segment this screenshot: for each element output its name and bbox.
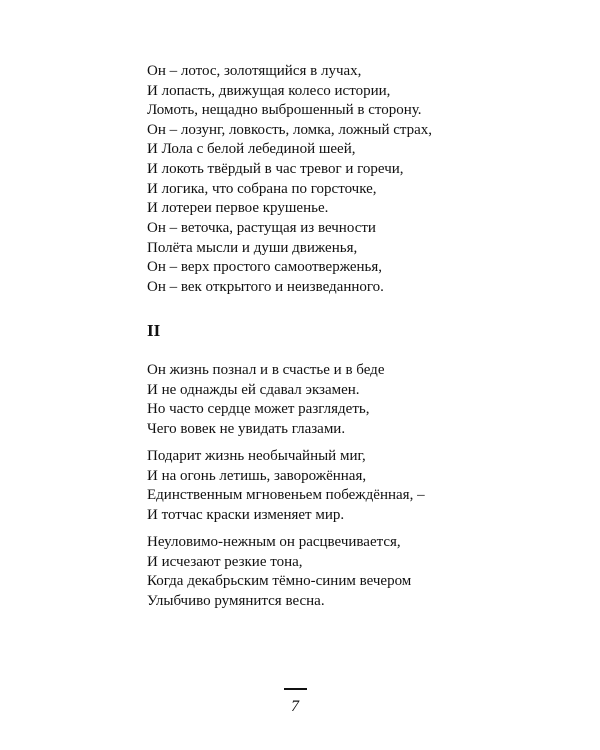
poem-line: Подарит жизнь необычайный миг, <box>147 448 366 464</box>
section-heading: II <box>147 321 161 340</box>
poem-line: Он – век открытого и неизведанного. <box>147 278 384 295</box>
poem-line: И лопасть, движущая колесо истории, <box>147 82 391 99</box>
poem-line: Улыбчиво румянится весна. <box>147 592 325 609</box>
stanza-4 <box>147 447 425 525</box>
poem-line: И тотчас краски изменяет мир. <box>147 506 345 523</box>
poem-line: Чего вовек не увидать глазами. <box>147 420 346 437</box>
poem-line: Но часто сердце может разглядеть, <box>147 401 370 418</box>
poem-line: И на огонь летишь, заворожённая, <box>147 467 367 484</box>
poem-line: Он жизнь познал и в счастье и в беде <box>147 362 385 378</box>
poem-line: Когда декабрьским тёмно-синим вечером <box>147 573 412 590</box>
poem-line: И локоть твёрдый в час тревог и горечи, <box>147 160 404 177</box>
poem-line: Он – верх простого самоотверженья, <box>147 259 383 276</box>
poem-line: И не однажды ей сдавал экзамен. <box>147 381 360 398</box>
poem-line: Единственным мгновеньем побеждённая, – <box>147 487 425 504</box>
poem-line: И Лола с белой лебединой шеей, <box>147 141 356 158</box>
poem-line: И логика, что собрана по горсточке, <box>147 180 377 197</box>
stanza-2 <box>147 219 384 297</box>
stanza-3 <box>147 361 384 439</box>
footer-rule <box>284 688 307 690</box>
stanza-5 <box>147 533 411 611</box>
poem-line: И лотереи первое крушенье. <box>147 200 329 217</box>
poem-line: Он – лозунг, ловкость, ломка, ложный страх, <box>147 121 433 138</box>
page-number: 7 <box>291 698 299 715</box>
poem-line: И исчезают резкие тона, <box>147 553 303 570</box>
poem-line: Полёта мысли и души движенья, <box>147 239 358 256</box>
poem-line: Он – лотос, золотящийся в лучах, <box>147 63 362 79</box>
poem-line: Он – веточка, растущая из вечности <box>147 220 376 236</box>
poem-line: Неуловимо-нежным он расцвечивается, <box>147 534 401 550</box>
poem-line: Ломоть, нещадно выброшенный в сторону. <box>147 102 422 119</box>
stanza-1 <box>147 62 432 219</box>
